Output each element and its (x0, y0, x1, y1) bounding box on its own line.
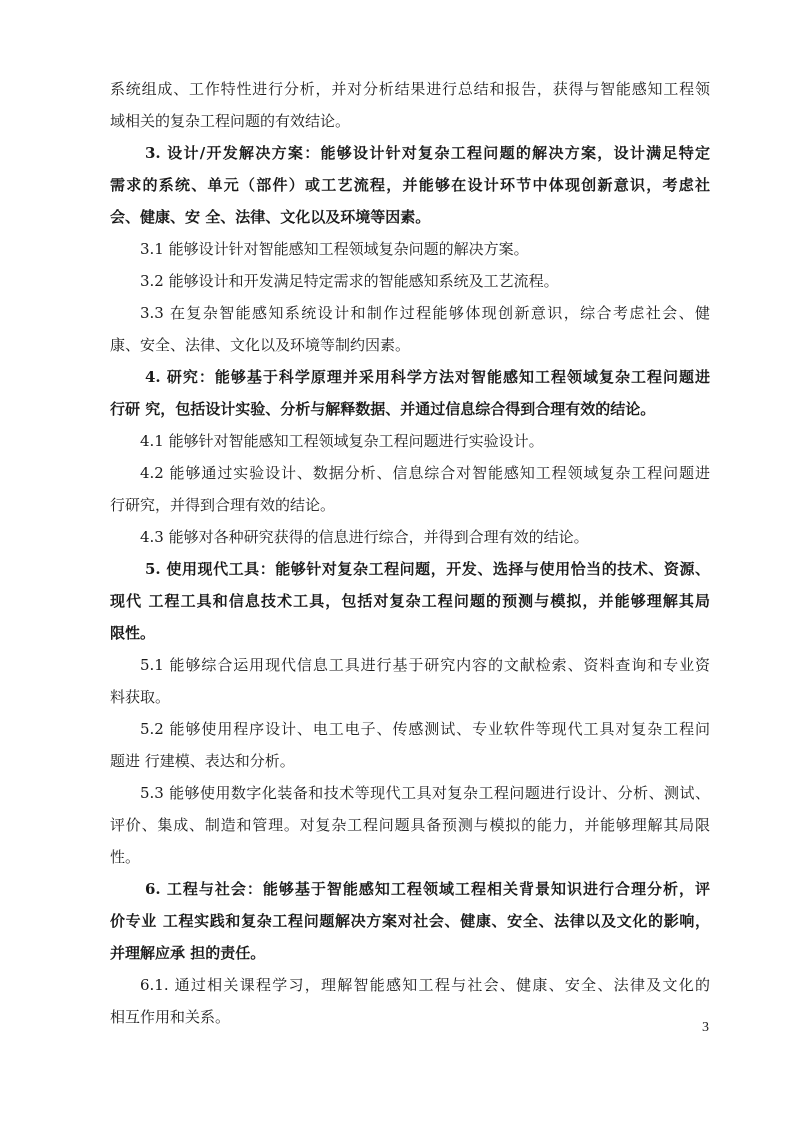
item-5-2: 5.2 能够使用程序设计、电工电子、传感测试、专业软件等现代工具对复杂工程问 (140, 720, 710, 738)
item-6-1-line: 相互作用和关系。 (110, 1008, 231, 1026)
heading-6-line: 并理解应承 担的责任。 (110, 944, 266, 962)
text-line: 系统组成、工作特性进行分析，并对分析结果进行总结和报告，获得与智能感知工程领 (110, 80, 710, 98)
item-3-2: 3.2 能够设计和开发满足特定需求的智能感知系统及工艺流程。 (140, 272, 559, 290)
item-6-1: 6.1. 通过相关课程学习，理解智能感知工程与社会、健康、安全、法律及文化的 (140, 976, 710, 994)
item-3-3-line: 康、安全、法律、文化以及环境等制约因素。 (110, 336, 411, 354)
item-5-1: 5.1 能够综合运用现代信息工具进行基于研究内容的文献检索、资料查询和专业资 (140, 656, 710, 674)
heading-3-line: 需求的系统、单元（部件）或工艺流程，并能够在设计环节中体现创新意识，考虑社 (110, 176, 710, 194)
document-body (110, 73, 710, 1033)
heading-3-line: 会、健康、安 全、法律、文化以及环境等因素。 (110, 208, 431, 226)
item-5-2-line: 题进 行建模、表达和分析。 (110, 752, 295, 770)
item-5-3: 5.3 能够使用数字化装备和技术等现代工具对复杂工程问题进行设计、分析、测试、 (140, 784, 710, 802)
item-3-1: 3.1 能够设计针对智能感知工程领域复杂问题的解决方案。 (140, 240, 529, 258)
text-line: 域相关的复杂工程问题的有效结论。 (110, 112, 351, 130)
heading-3: 3. 设计/开发解决方案：能够设计针对复杂工程问题的解决方案，设计满足特定 (145, 144, 710, 162)
heading-5-line: 现代 工程工具和信息技术工具，包括对复杂工程问题的预测与模拟，并能够理解其局 (110, 592, 710, 610)
item-5-3-line: 性。 (110, 848, 141, 866)
heading-4: 4. 研究：能够基于科学原理并采用科学方法对智能感知工程领域复杂工程问题进 (145, 368, 710, 386)
item-5-1-line: 料获取。 (110, 688, 171, 706)
item-4-2: 4.2 能够通过实验设计、数据分析、信息综合对智能感知工程领域复杂工程问题进 (140, 464, 710, 482)
item-4-3: 4.3 能够对各种研究获得的信息进行综合，并得到合理有效的结论。 (140, 528, 589, 546)
heading-5: 5. 使用现代工具：能够针对复杂工程问题，开发、选择与使用恰当的技术、资源、 (145, 560, 710, 578)
heading-6-line: 价专业 工程实践和复杂工程问题解决方案对社会、健康、安全、法律以及文化的影响， (110, 912, 710, 930)
heading-6: 6. 工程与社会：能够基于智能感知工程领域工程相关背景知识进行合理分析，评 (145, 880, 710, 898)
page-number: 3 (702, 1020, 709, 1035)
heading-5-line: 限性。 (110, 624, 156, 642)
item-5-3-line: 评价、集成、制造和管理。对复杂工程问题具备预测与模拟的能力，并能够理解其局限 (110, 816, 710, 834)
item-4-1: 4.1 能够针对智能感知工程领域复杂工程问题进行实验设计。 (140, 432, 544, 450)
heading-4-line: 行研 究，包括设计实验、分析与解释数据、并通过信息综合得到合理有效的结论。 (110, 400, 656, 418)
item-3-3: 3.3 在复杂智能感知系统设计和制作过程能够体现创新意识，综合考虑社会、健 (140, 304, 710, 322)
item-4-2-line: 行研究，并得到合理有效的结论。 (110, 496, 336, 514)
